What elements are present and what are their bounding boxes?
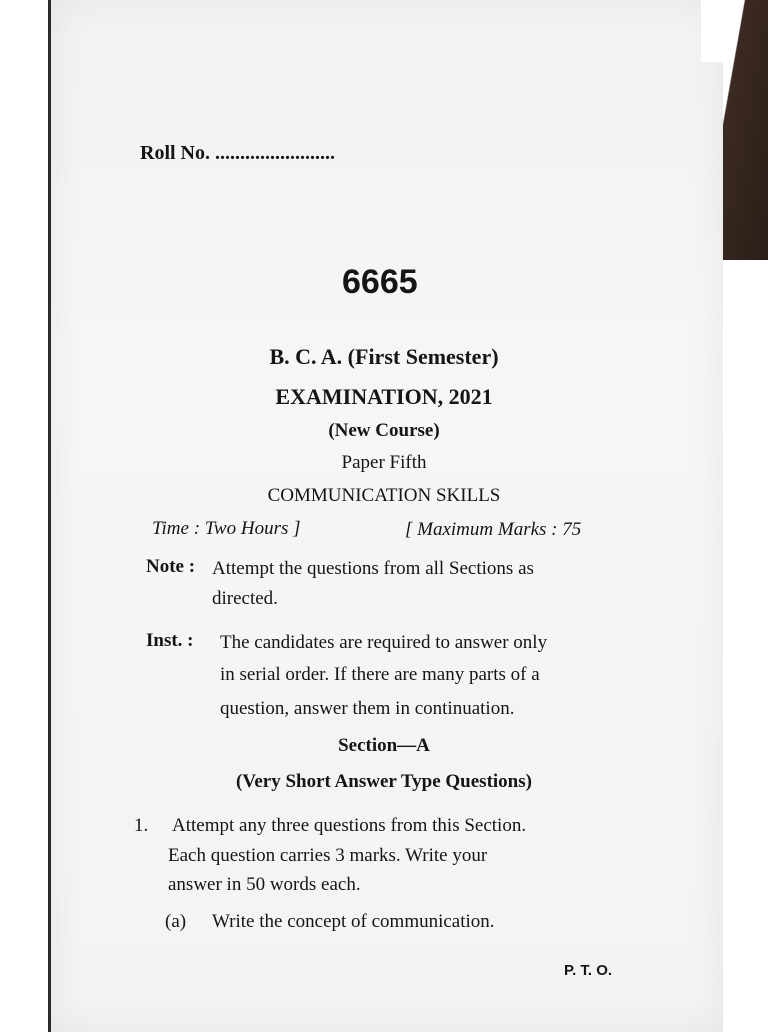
instruction-line: question, answer them in continuation.	[220, 698, 515, 719]
examination-title: EXAMINATION, 2021	[275, 384, 493, 409]
section-subheading: (Very Short Answer Type Questions)	[236, 771, 532, 792]
subject-title: COMMUNICATION SKILLS	[267, 485, 501, 506]
section-heading: Section—A	[338, 735, 430, 756]
maximum-marks: [ Maximum Marks : 75	[405, 519, 582, 540]
paper-code: 6665	[342, 263, 418, 301]
question-line: Each question carries 3 marks. Write your	[168, 845, 488, 866]
instruction-label: Inst. :	[146, 630, 194, 651]
page-turn-note: P. T. O.	[564, 962, 613, 979]
question-part-text: Write the concept of communication.	[212, 911, 495, 932]
note-line: directed.	[212, 588, 278, 609]
question-part-label: (a)	[165, 911, 187, 932]
question-number: 1.	[134, 815, 149, 836]
note-line: Attempt the questions from all Sections as	[212, 558, 534, 579]
roll-number-field: Roll No. ........................	[140, 142, 335, 164]
time-allowed: Time : Two Hours ]	[152, 518, 301, 539]
course-type: (New Course)	[328, 420, 440, 441]
paper-number: Paper Fifth	[341, 452, 427, 473]
instruction-line: in serial order. If there are many parts of a	[220, 664, 540, 685]
question-line: answer in 50 words each.	[168, 874, 361, 895]
note-label: Note :	[146, 556, 196, 577]
program-title: B. C. A. (First Semester)	[269, 344, 499, 369]
instruction-line: The candidates are required to answer only	[220, 632, 548, 653]
question-line: Attempt any three questions from this Section.	[172, 815, 527, 836]
